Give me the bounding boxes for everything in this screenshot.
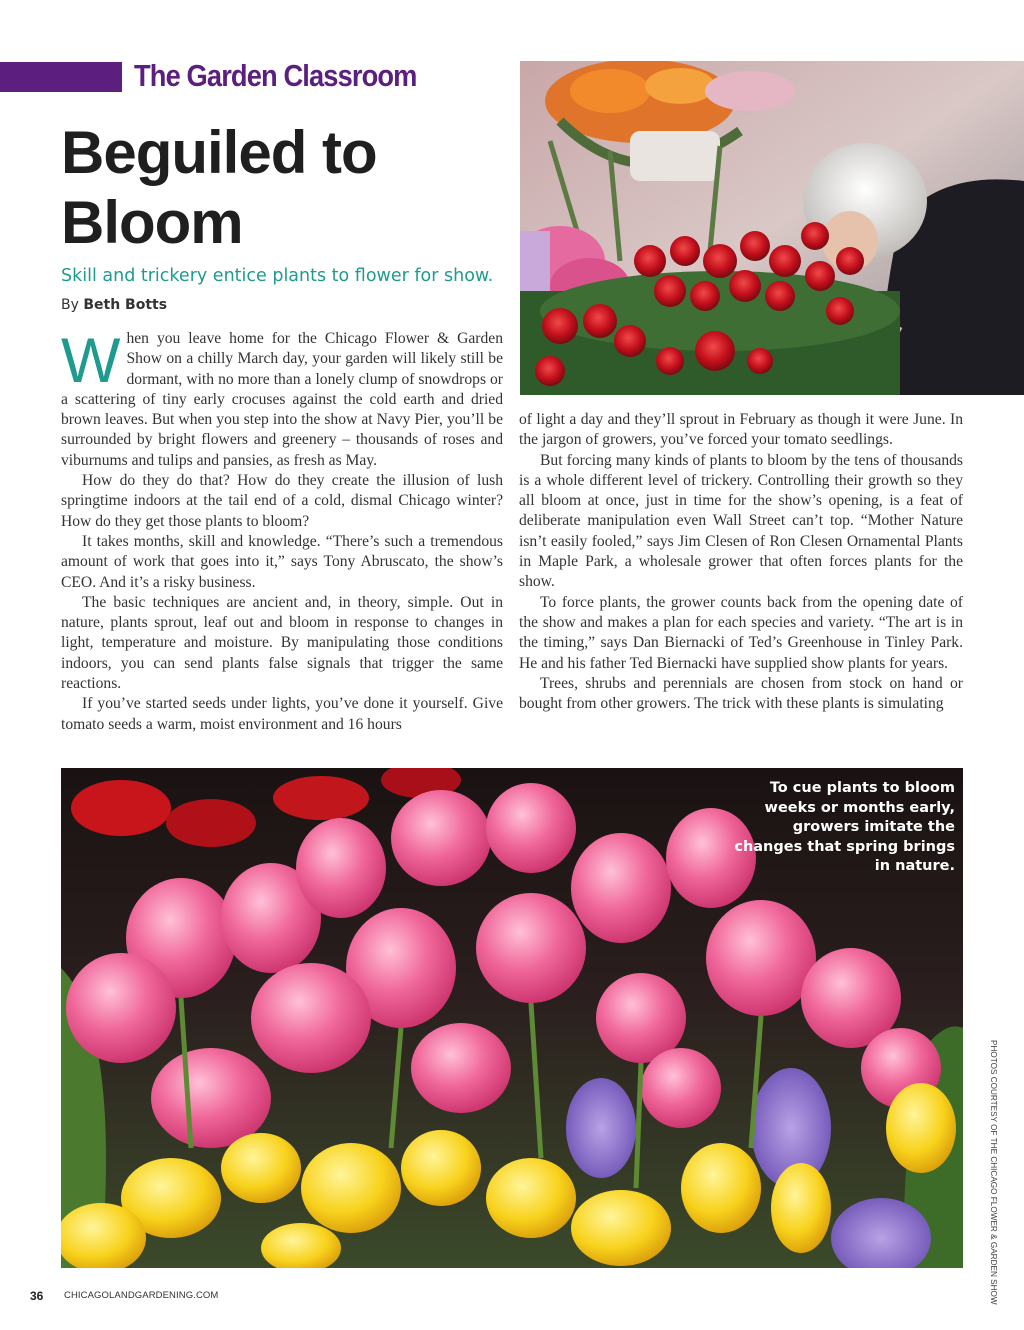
article-paragraph: How do they do that? How do they create the illusion of lush springtime indoors at the tail end of a cold, dismal Chicago winter? How do they get those plants to bloom? [61, 472, 503, 530]
article-deck: Skill and trickery entice plants to flower for show. [61, 266, 494, 286]
section-color-bar [0, 62, 122, 92]
photo-caption: To cue plants to bloom weeks or months early, growers imitate the changes that spring brings in nature. [734, 780, 955, 875]
site-url: CHICAGOLANDGARDENING.COM [64, 1290, 219, 1301]
article-paragraph: It takes months, skill and knowledge. “There’s such a tremendous amount of work that goes into it,” says Tony Abruscato, the show’s CEO. And it’s a risky business. [61, 532, 503, 591]
section-title: The Garden Classroom [134, 58, 417, 93]
article-column-left [61, 326, 503, 735]
article-column-right [519, 410, 963, 714]
byline [61, 297, 167, 313]
article-paragraph: To force plants, the grower counts back from the opening date of the show and makes a plan for each species and variety. “The art is in the timing,” says Dan Biernacki of Ted’s Greenhouse in Tinley Park. He and his father Ted Biernacki have supplied show plants for years. [519, 593, 963, 672]
roses-photo [520, 61, 1024, 395]
article-paragraph: If you’ve started seeds under lights, you’ve done it yourself. Give tomato seeds a warm, moist environment and 16 hours [61, 695, 503, 733]
article-headline: Beguiled to Bloom [61, 119, 377, 256]
article-paragraph: The basic techniques are ancient and, in theory, simple. Out in nature, plants sprout, leaf out and bloom in response to changes in light, temperature and moisture. By manipulating those conditions indoors, you can send plants false signals that trigger the same reactions. [61, 593, 503, 693]
photo-credit: PHOTOS COURTESY OF THE CHICAGO FLOWER & GARDEN SHOW [989, 1040, 998, 1305]
byline-prefix: By [61, 297, 79, 313]
drop-cap: W [61, 326, 121, 396]
article-paragraph: of light a day and they’ll sprout in February as though it were June. In the jargon of growers, you’ve forced your tomato seedlings. [519, 411, 963, 449]
article-paragraph: Trees, shrubs and perennials are chosen from stock on hand or bought from other growers. The trick with these plants is simulating [519, 674, 963, 713]
byline-author: Beth Botts [83, 297, 168, 313]
article-paragraph: But forcing many kinds of plants to bloom by the tens of thousands is a whole different level of trickery. Controlling their growth so they all bloom at once, just in time for the show’s opening, is a feat of deliberate manipulation even Wall Street can’t top. “Mother Nature isn’t easily fooled,” says Jim Clesen of Ron Clesen Ornamental Plants in Maple Park, a wholesale grower that often forces plants for the show. [519, 451, 963, 591]
page-number: 36 [30, 1289, 44, 1303]
article-paragraph: When you leave home for the Chicago Flower & Garden Show on a chilly March day, your garden will likely still be dormant, with no more than a lonely clump of snowdrops or a scattering of tiny early crocuses against the cold earth and dried brown leaves. But when you step into the show at Navy Pier, you’ll be surrounded by bright flowers and greenery – thousands of roses and viburnums and tulips and pansies, as fresh as May. [61, 326, 503, 469]
